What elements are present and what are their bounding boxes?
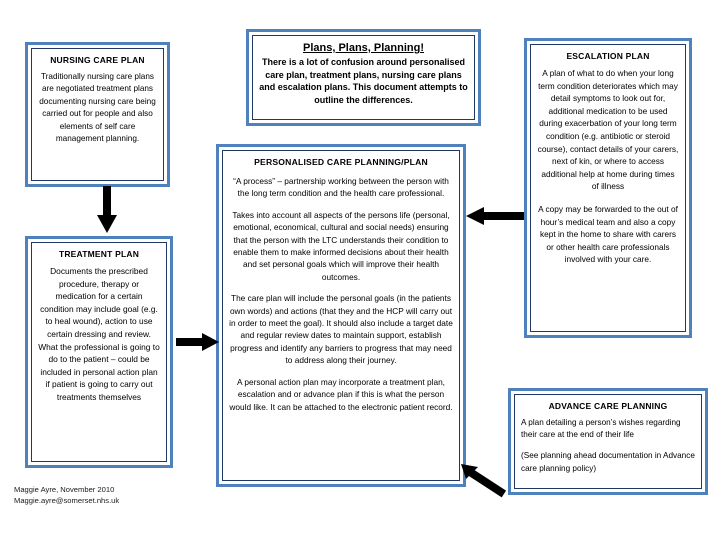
personalised-care-plan-paragraph: A personal action plan may incorporate a treatment plan, escalation and or advance plan if this is what the person would like. It can be attached to the electronic patient record. bbox=[229, 376, 453, 412]
escalation-plan-inner bbox=[530, 44, 686, 332]
intro-banner-paragraph: There is a lot of confusion around personalised care plan, treatment plans, nursing care plans and escalation plans. This document attempts to outline the differences. bbox=[259, 57, 468, 105]
personalised-care-plan-paragraph: “A process” – partnership working between the person with the long term condition and the health care professional. bbox=[233, 176, 449, 199]
nursing-care-plan-body bbox=[38, 71, 157, 145]
personalised-care-plan-body bbox=[229, 175, 453, 413]
arrow-right-icon bbox=[176, 332, 220, 352]
arrow-up-left-icon bbox=[461, 462, 513, 498]
advance-care-planning-body bbox=[521, 417, 695, 475]
footer-credit bbox=[14, 484, 119, 506]
personalised-care-plan-paragraph: Takes into account all aspects of the persons life (personal, emotional, economical, cultural and social needs) ensuring that the person with the LTC understands their condition to enable them to make informed decisions about their health and set personal goals which will improve their health outcomes. bbox=[232, 209, 450, 282]
nursing-care-plan-paragraph: Traditionally nursing care plans are negotiated treatment plans documenting nursing care being carried out for people and also elements of self care management planning. bbox=[39, 72, 156, 144]
advance-care-planning-paragraph: (See planning ahead documentation in Advance care planning policy) bbox=[521, 451, 695, 473]
nursing-care-plan-inner bbox=[31, 48, 164, 181]
intro-banner-heading: Plans, Plans, Planning! bbox=[302, 42, 425, 54]
escalation-plan-title: ESCALATION PLAN bbox=[566, 51, 650, 61]
nursing-care-plan-box bbox=[25, 42, 170, 187]
arrow-down-icon bbox=[96, 186, 118, 234]
treatment-plan-inner bbox=[31, 242, 167, 462]
escalation-plan-paragraph: A plan of what to do when your long term condition deteriorates which may detail symptoms to look out for, additional medication to be used during exacerbation of your long term condition (e.g. antibiotic or steroid course), contact details of your carers, next of kin, or where to access additional help at home during times of illness bbox=[537, 68, 679, 192]
escalation-plan-paragraph: A copy may be forwarded to the out of hour’s medical team and also a copy kept in the home to share with carers or other health care professionals involved with your care. bbox=[538, 203, 678, 265]
advance-care-planning-box bbox=[508, 388, 708, 495]
treatment-plan-paragraph: Documents the prescribed procedure, therapy or medication for a certain condition may include goal (e.g. to heal wound), action to use certain dressing and review. What the professional is going to do to the patient – could be included in personal action plan if patient is going to carry out treatments themselves bbox=[38, 266, 160, 402]
treatment-plan-body bbox=[38, 265, 160, 404]
escalation-plan-body bbox=[537, 67, 679, 266]
personalised-care-plan-box bbox=[216, 144, 466, 487]
intro-banner-body bbox=[259, 56, 468, 106]
advance-care-planning-inner bbox=[514, 394, 702, 489]
personalised-care-plan-paragraph: The care plan will include the personal goals (in the patients own words) and actions (that they and the HCP will carry out in order to meet the goal). It should also include a target date and regular review dates to maintain support, establish progress and identify any barriers to progress that may need to address along their journey. bbox=[229, 293, 453, 366]
treatment-plan-box bbox=[25, 236, 173, 468]
footer-author: Maggie Ayre, November 2010 bbox=[14, 485, 115, 494]
advance-care-planning-title: ADVANCE CARE PLANNING bbox=[548, 401, 668, 411]
advance-care-planning-paragraph: A plan detailing a person’s wishes regarding their care at the end of their life bbox=[521, 418, 681, 440]
arrow-left-icon bbox=[466, 206, 524, 226]
treatment-plan-title: TREATMENT PLAN bbox=[58, 249, 140, 259]
footer-email: Maggie.ayre@somerset.nhs.uk bbox=[14, 496, 120, 505]
personalised-care-plan-inner bbox=[222, 150, 460, 481]
intro-banner-box bbox=[246, 29, 481, 126]
escalation-plan-box bbox=[524, 38, 692, 338]
personalised-care-plan-title: PERSONALISED CARE PLANNING/PLAN bbox=[254, 157, 428, 167]
intro-banner-inner bbox=[252, 35, 475, 120]
nursing-care-plan-title: NURSING CARE PLAN bbox=[50, 55, 145, 65]
